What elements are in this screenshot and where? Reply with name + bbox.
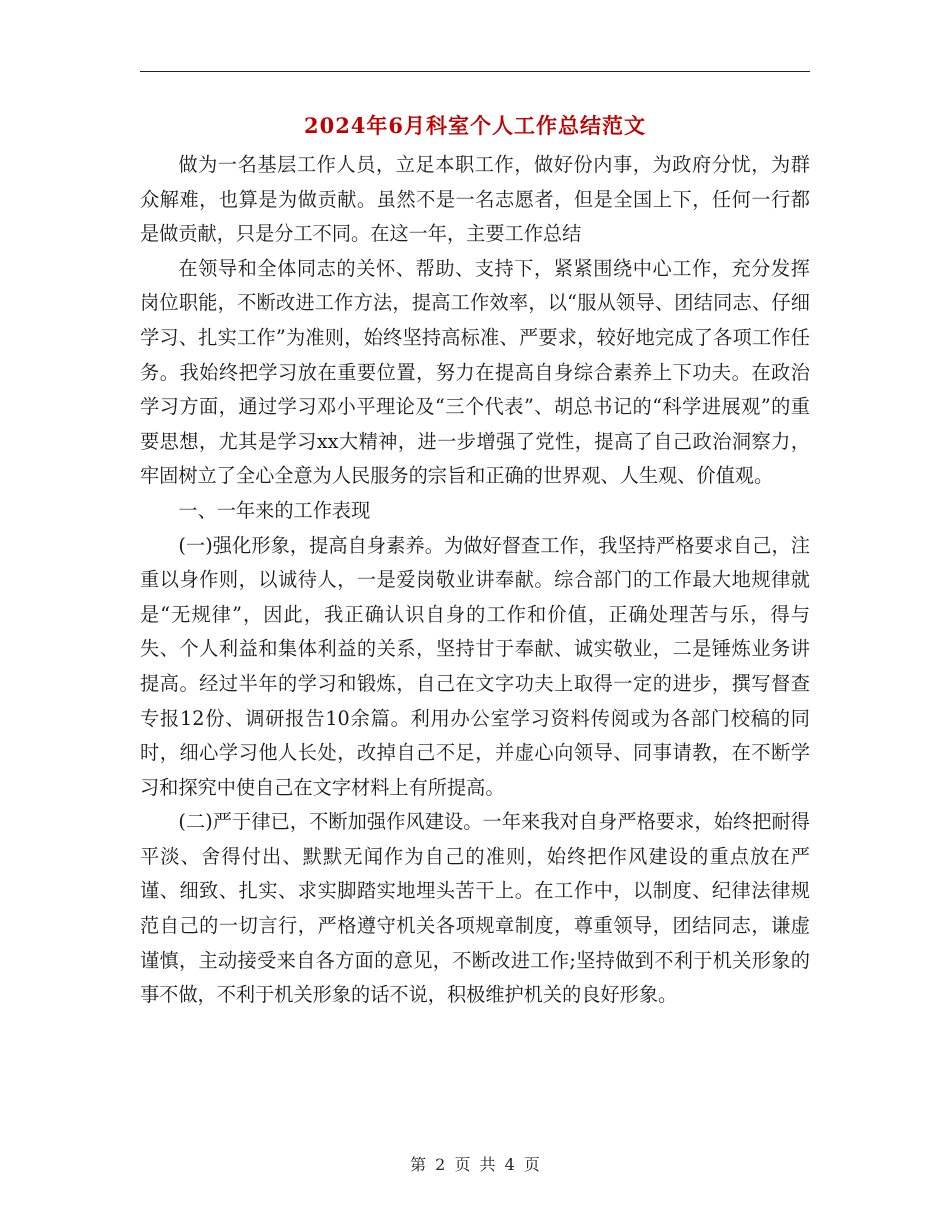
paragraph-study: 在领导和全体同志的关怀、帮助、支持下，紧紧围绕中心工作，充分发挥岗位职能，不断改进工作方法，提高工作效率，以“服从领导、团结同志、仔细学习、扎实工作”为准则，始终坚持高标准、严要求，较好地完成了各项工作任务。我始终把学习放在重要位置，努力在提高自身综合素养上下功夫。在政治学习方面，通过学习邓小平理论及“三个代表”、胡总书记的“科学进展观”的重要思想，尤其是学习xx大精神，进一步增强了党性，提高了自己政治洞察力，牢固树立了全心全意为人民服务的宗旨和正确的世界观、人生观、价值观。 — [140, 256, 810, 488]
paragraph-discipline: (二)严于律已，不断加强作风建设。一年来我对自身严格要求，始终把耐得平淡、舍得付出、默默无闻作为自己的准则，始终把作风建设的重点放在严谨、细致、扎实、求实脚踏实地埋头苦干上。在工作中，以制度、纪律法律规范自己的一切言行，严格遵守机关各项规章制度，尊重领导，团结同志，谦虚谨慎，主动接受来自各方面的意见，不断改进工作;坚持做到不利于机关形象的事不做，不利于机关形象的话不说，积极维护机关的良好形象。 — [140, 810, 810, 1007]
header-rule — [140, 71, 810, 72]
page-number-footer: 第 2 页 共 4 页 — [410, 1155, 540, 1174]
document-body — [140, 148, 810, 1013]
paragraph-intro: 做为一名基层工作人员，立足本职工作，做好份内事，为政府分忧，为群众解难，也算是为做贡献。虽然不是一名志愿者，但是全国上下，任何一行都是做贡献，只是分工不同。在这一年，主要工作总结 — [140, 153, 810, 246]
section-heading-1: 一、一年来的工作表现 — [178, 498, 371, 522]
paragraph-image: (一)强化形象，提高自身素养。为做好督查工作，我坚持严格要求自己，注重以身作则，以诚待人，一是爱岗敬业讲奉献。综合部门的工作最大地规律就是“无规律”，因此，我正确认识自身的工作和价值，正确处理苦与乐，得与失、个人利益和集体利益的关系，坚持甘于奉献、诚实敬业，二是锤炼业务讲提高。经过半年的学习和锻炼，自己在文字功夫上取得一定的进步，撰写督查专报12份、调研报告10余篇。利用办公室学习资料传阅或为各部门校稿的同时，细心学习他人长处，改掉自己不足，并虚心向领导、同事请教，在不断学习和探究中使自己在文字材料上有所提高。 — [140, 533, 810, 799]
document-title: 2024年6月科室个人工作总结范文 — [303, 113, 647, 138]
